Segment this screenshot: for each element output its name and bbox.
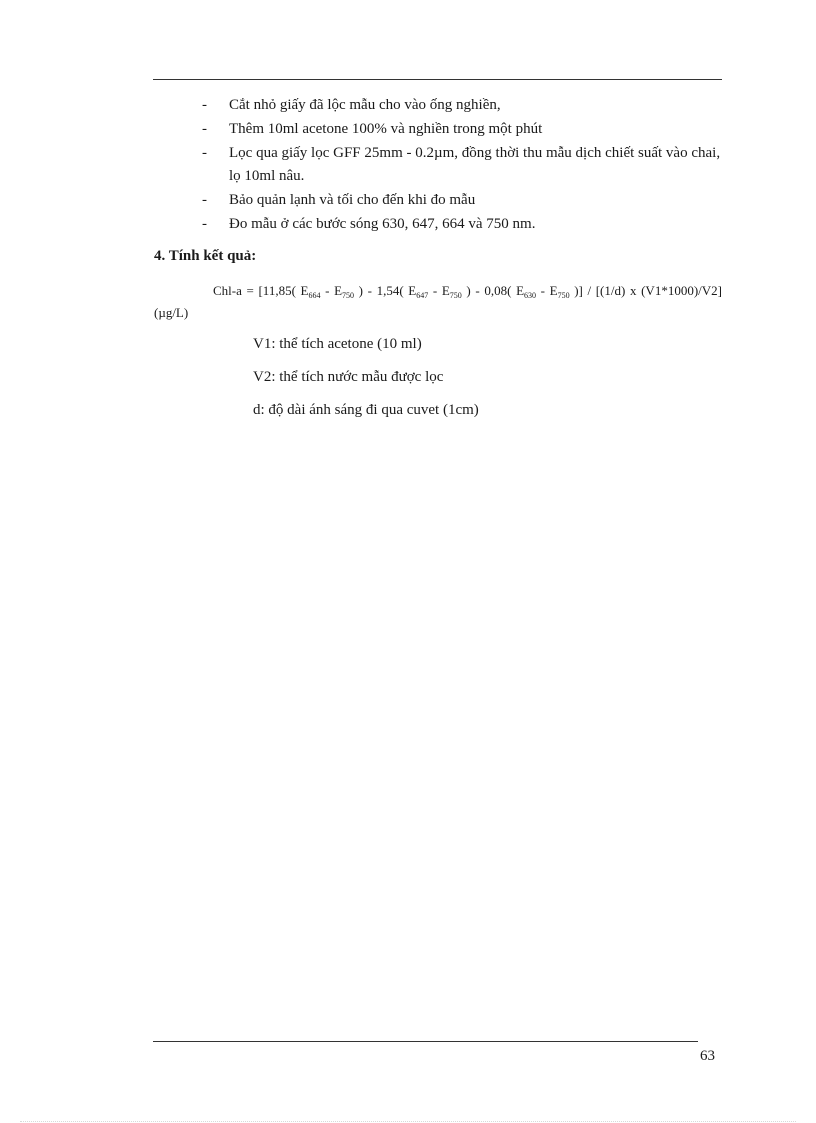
formula-subscript: 750 <box>449 291 462 300</box>
page-number: 63 <box>700 1048 715 1064</box>
procedure-list <box>202 94 722 237</box>
formula-part: - E <box>320 283 343 298</box>
formula-part: - E <box>536 283 558 298</box>
section-heading: 4. Tính kết quả: <box>154 248 257 264</box>
list-item-text: Lọc qua giấy lọc GFF 25mm - 0.2µm, đồng thời thu mẫu dịch chiết suất vào chai, lọ 10ml nâu. <box>229 145 721 184</box>
list-item <box>202 142 722 188</box>
formula-part: ) - 1,54( E <box>354 283 417 298</box>
formula-subscript: 750 <box>557 291 570 300</box>
list-item <box>202 118 722 141</box>
formula-part: - E <box>428 283 450 298</box>
formula-subscript: 630 <box>524 291 537 300</box>
formula-part: ) - 0,08( E <box>461 283 525 298</box>
list-item-text: Cắt nhỏ giấy đã lộc mẫu cho vào ống nghiền, <box>229 97 501 113</box>
bullet-dash: - <box>202 121 207 137</box>
formula-part: )] / [(1/d) x (V1*1000)/V2] (µg/L) <box>154 283 722 320</box>
chlorophyll-formula <box>154 280 722 324</box>
footer-rule <box>153 1041 698 1042</box>
list-item <box>202 189 722 212</box>
page-edge <box>20 1121 796 1122</box>
formula-subscript: 664 <box>308 291 321 300</box>
bullet-dash: - <box>202 97 207 113</box>
variable-definitions <box>253 335 479 434</box>
formula-part: Chl-a = [11,85( E <box>213 283 309 298</box>
bullet-dash: - <box>202 192 207 208</box>
list-item-text: Đo mẫu ở các bước sóng 630, 647, 664 và 750 nm. <box>229 216 536 232</box>
list-item-text: Thêm 10ml acetone 100% và nghiền trong một phút <box>229 121 543 137</box>
formula-subscript: 647 <box>416 291 429 300</box>
definition-d: d: độ dài ánh sáng đi qua cuvet (1cm) <box>253 402 479 418</box>
list-item-text: Bảo quản lạnh và tối cho đến khi đo mẫu <box>229 192 476 208</box>
definition-v2: V2: thể tích nước mẫu được lọc <box>253 369 444 385</box>
formula-subscript: 750 <box>342 291 355 300</box>
header-rule <box>153 79 722 80</box>
definition-v1: V1: thể tích acetone (10 ml) <box>253 336 422 352</box>
list-item <box>202 94 722 117</box>
bullet-dash: - <box>202 145 207 161</box>
bullet-dash: - <box>202 216 207 232</box>
list-item <box>202 213 722 236</box>
